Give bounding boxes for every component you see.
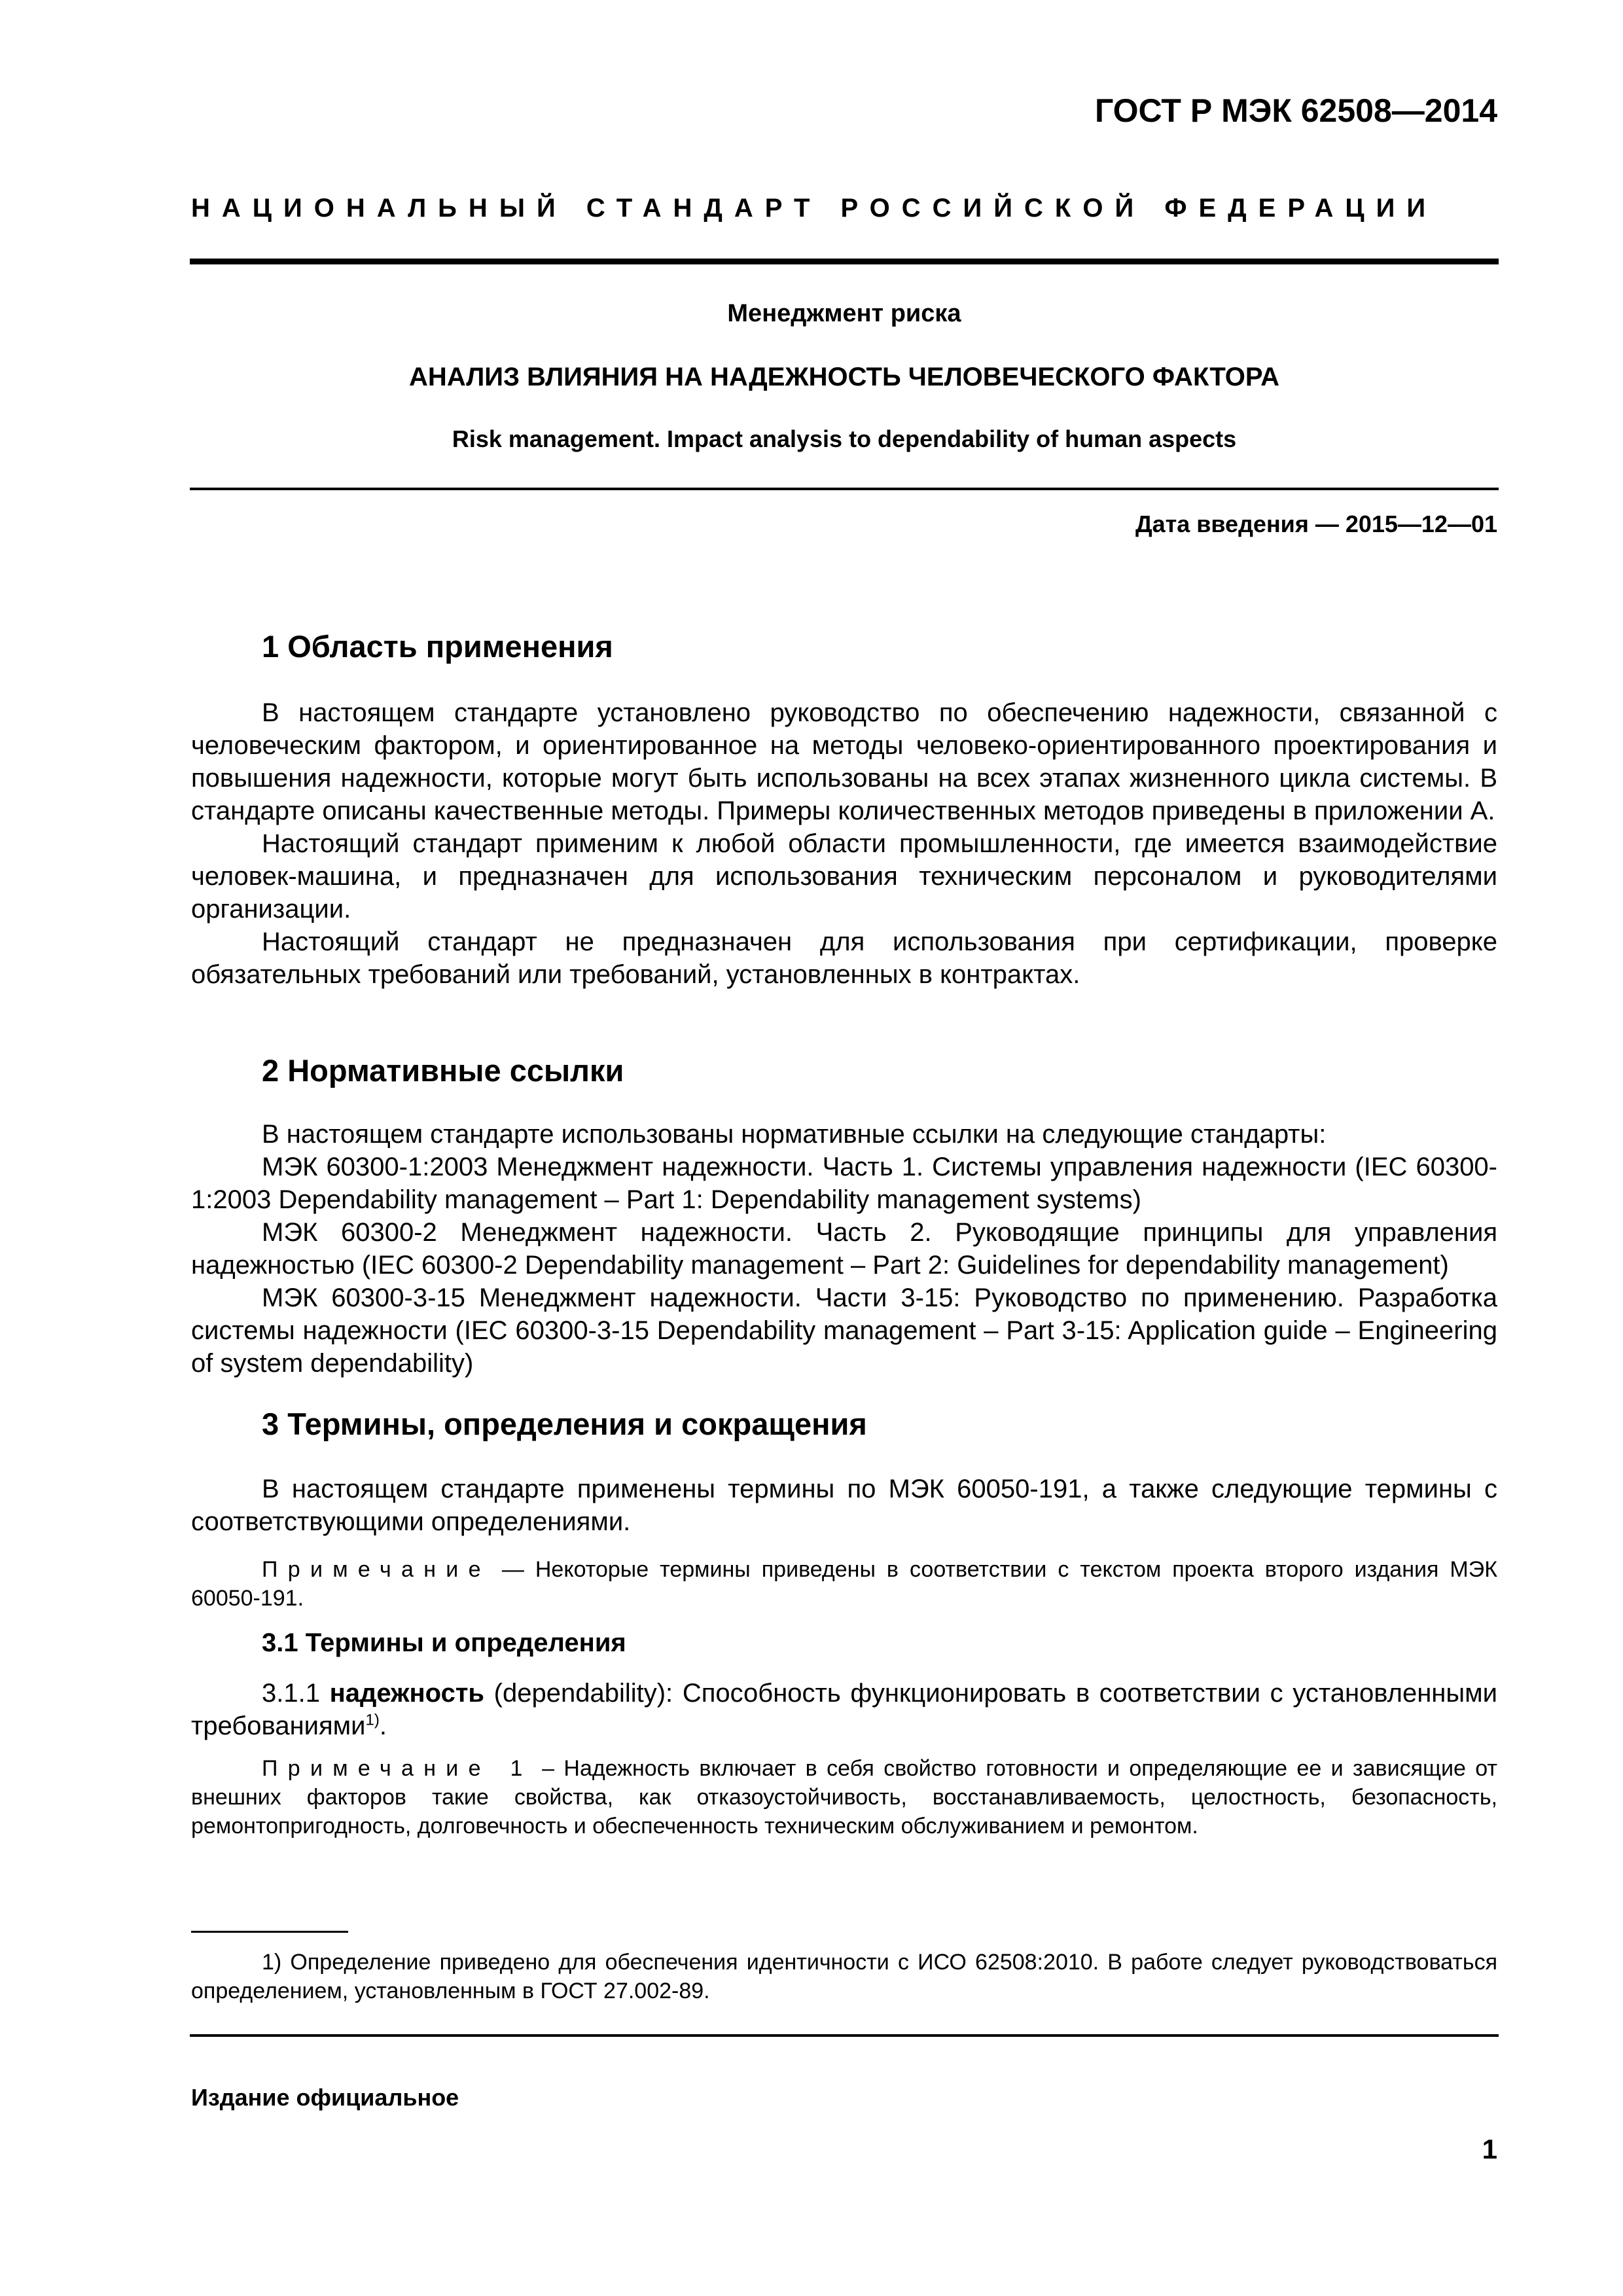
reference-item: МЭК 60300-2 Менеджмент надежности. Часть 2. Руководящие принципы для управления надежностью (IEC 60300-2 Dependability management – Part 2: Guidelines for dependability management) bbox=[191, 1218, 1497, 1280]
reference-item: МЭК 60300-1:2003 Менеджмент надежности. Часть 1. Системы управления надежности (IEC 60300-1:2003 Dependability management – Part 1: Dependability management systems) bbox=[191, 1153, 1497, 1214]
section-3-note bbox=[191, 1555, 1497, 1613]
term-name: надежность bbox=[329, 1679, 484, 1708]
footnote bbox=[191, 1948, 1497, 2005]
note-text: – Надежность включает в себя свойство готовности и определяющие ее и зависящие от внешних факторов такие свойства, как отказоустойчивость, восстанавливаемость, целостность, безопасность, ремонтопригодность, долговечность и обеспеченность техническим обслуживанием и ремонтом. bbox=[191, 1756, 1497, 1839]
section-3-title: 3 Термины, определения и сокращения bbox=[262, 1407, 867, 1441]
paragraph: Настоящий стандарт не предназначен для использования при сертификации, проверке обязательных требований или требований, установленных в контрактах. bbox=[191, 927, 1497, 989]
header-rule bbox=[190, 259, 1499, 264]
term-number: 3.1.1 bbox=[262, 1679, 330, 1708]
section-2-body bbox=[191, 1118, 1497, 1380]
title-main: АНАЛИЗ ВЛИЯНИЯ НА НАДЕЖНОСТЬ ЧЕЛОВЕЧЕСКОГО ФАКТОРА bbox=[409, 363, 1279, 391]
section-3-intro bbox=[191, 1473, 1497, 1538]
footnote-separator bbox=[191, 1931, 348, 1933]
title-english: Risk management. Impact analysis to dependability of human aspects bbox=[452, 425, 1237, 452]
section-1-title: 1 Область применения bbox=[262, 629, 613, 664]
term-definition: (dependability): Способность функционировать в соответствии с установленными требованиями bbox=[191, 1679, 1497, 1740]
paragraph: В настоящем стандарте установлено руководство по обеспечению надежности, связанной с человеческим фактором, и ориентированное на методы человеко-ориентированного проектирования и повышения надежности, которые могут быть использованы на всех этапах жизненного цикла системы. В стандарте описаны качественные методы. Примеры количественных методов приведены в приложении А. bbox=[191, 698, 1497, 825]
national-standard-heading: НАЦИОНАЛЬНЫЙ СТАНДАРТ РОССИЙСКОЙ ФЕДЕРАЦИИ bbox=[191, 194, 1438, 223]
edition-label: Издание официальное bbox=[191, 2084, 459, 2111]
page-number: 1 bbox=[1482, 2134, 1497, 2164]
note-label: Примечание bbox=[262, 1557, 491, 1582]
paragraph: Настоящий стандарт применим к любой области промышленности, где имеется взаимодействие человек-машина, и предназначен для использования техническим персоналом и руководителями организации. bbox=[191, 829, 1497, 924]
document-code: ГОСТ Р МЭК 62508—2014 bbox=[1094, 92, 1497, 129]
section-2-title: 2 Нормативные ссылки bbox=[262, 1053, 624, 1088]
footer-rule bbox=[190, 2034, 1499, 2037]
section-1-body bbox=[191, 696, 1497, 991]
term-end: . bbox=[379, 1712, 387, 1740]
introduction-date: Дата введения — 2015—12—01 bbox=[1135, 511, 1497, 537]
note-text: — Некоторые термины приведены в соответствии с текстом проекта второго издания МЭК 60050-191. bbox=[191, 1557, 1497, 1611]
paragraph: В настоящем стандарте применены термины по МЭК 60050-191, а также следующие термины с соответствующими определениями. bbox=[191, 1475, 1497, 1536]
reference-item: МЭК 60300-3-15 Менеджмент надежности. Части 3-15: Руководство по применению. Разработка системы надежности (IEC 60300-3-15 Dependability management – Part 3-15: Application guide – Engineering of system dependability) bbox=[191, 1283, 1497, 1378]
title-rule bbox=[190, 488, 1499, 490]
title-pre: Менеджмент риска bbox=[727, 300, 961, 327]
subsection-3-1-title: 3.1 Термины и определения bbox=[262, 1628, 626, 1657]
term-3-1-1 bbox=[191, 1677, 1497, 1742]
footnote-ref[interactable]: 1) bbox=[365, 1711, 380, 1729]
footnote-text: 1) Определение приведено для обеспечения идентичности с ИСО 62508:2010. В работе следует руководствоваться определением, установленным в ГОСТ 27.002-89. bbox=[191, 1950, 1497, 2003]
term-note-1 bbox=[191, 1754, 1497, 1840]
note-label: Примечание 1 bbox=[262, 1756, 533, 1781]
paragraph: В настоящем стандарте использованы нормативные ссылки на следующие стандарты: bbox=[262, 1120, 1327, 1149]
